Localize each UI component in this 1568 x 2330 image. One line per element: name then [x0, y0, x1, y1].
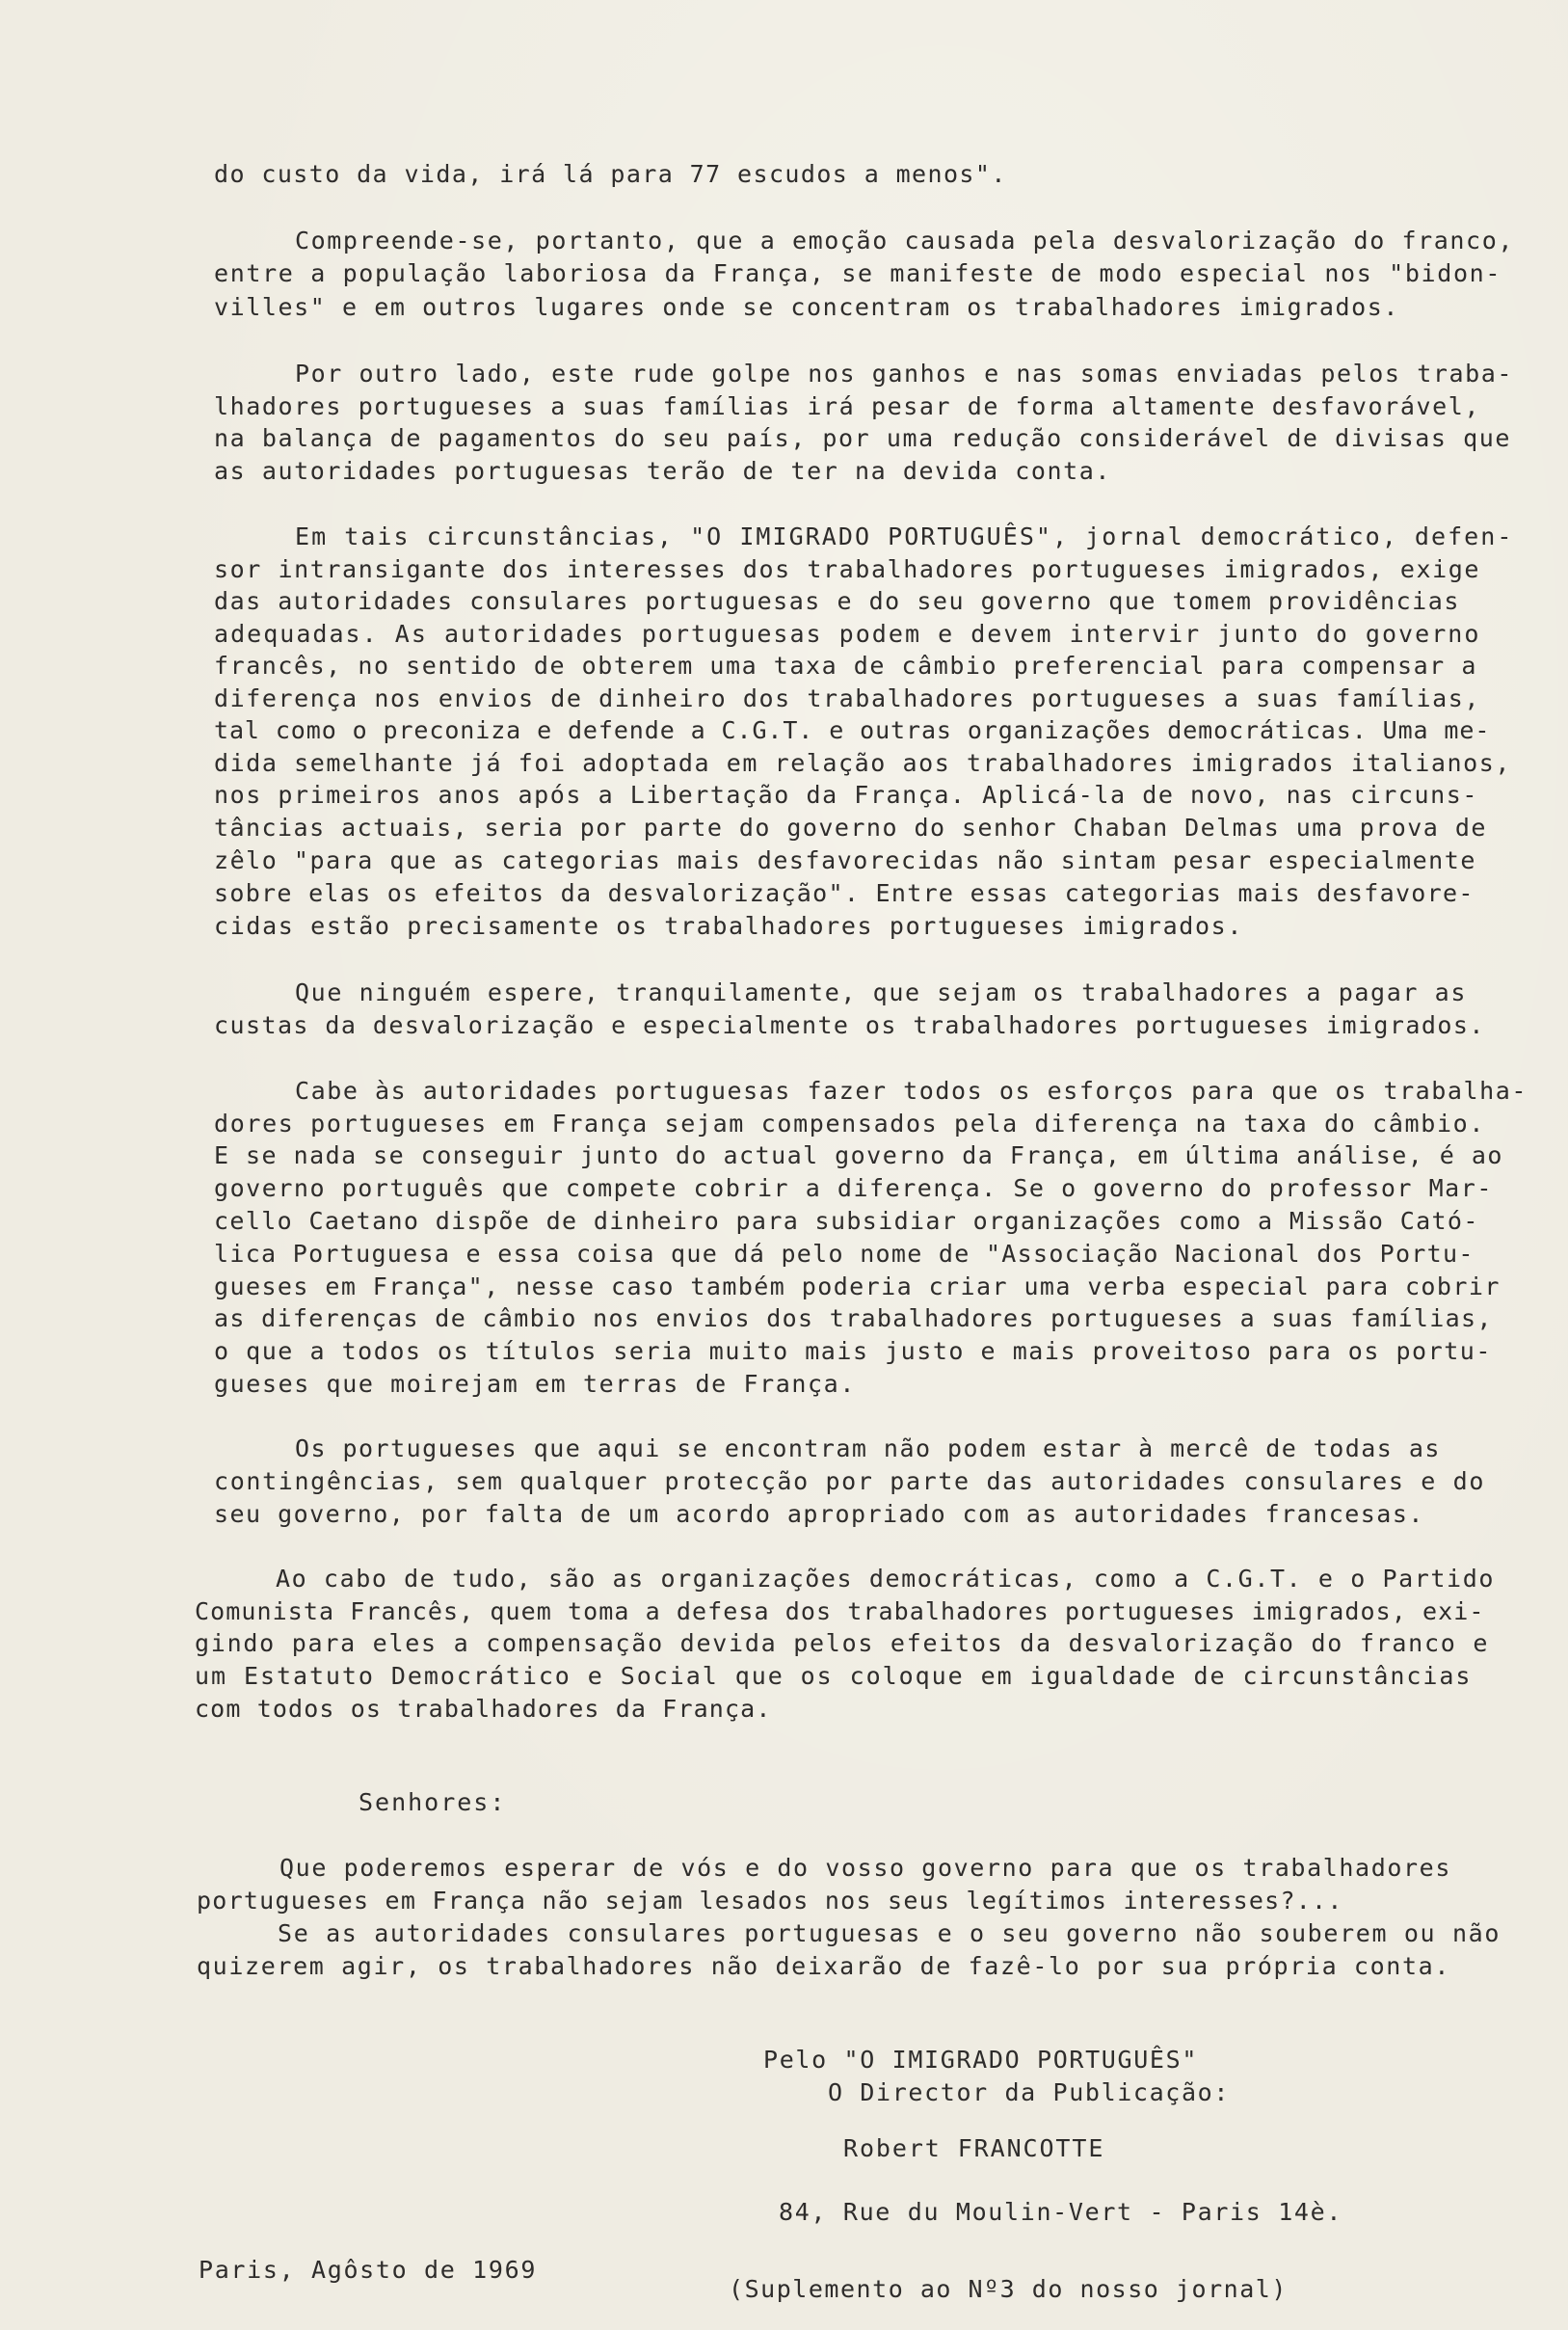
text-line: E se nada se conseguir junto do actual governo da França, em última análise, é ao [214, 1141, 1503, 1169]
text-line: as diferenças de câmbio nos envios dos trabalhadores portugueses a suas famílias, [214, 1304, 1493, 1332]
text-line: Por outro lado, este rude golpe nos ganhos e nas somas enviadas pelos traba- [295, 360, 1513, 388]
text-line: com todos os trabalhadores da França. [195, 1695, 772, 1723]
signature-role: O Director da Publicação: [828, 2078, 1231, 2106]
text-line: lhadores portugueses a suas famílias irá pesar de forma altamente desfavorável, [214, 392, 1480, 420]
text-line: dores portugueses em França sejam compensados pela diferença na taxa do câmbio. [214, 1110, 1486, 1138]
text-line: Ao cabo de tudo, são as organizações democráticas, como a C.G.T. e o Partido [276, 1565, 1495, 1593]
text-line: zêlo "para que as categorias mais desfavorecidas não sintam pesar especialmente [214, 846, 1476, 874]
text-line: diferença nos envios de dinheiro dos trabalhadores portugueses a suas famílias, [214, 684, 1480, 712]
text-line: Comunista Francês, quem toma a defesa dos trabalhadores portugueses imigrados, exi- [195, 1597, 1485, 1625]
supplement-note: (Suplemento ao Nº3 do nosso jornal) [729, 2275, 1288, 2303]
text-line: custas da desvalorização e especialmente os trabalhadores portugueses imigrados. [214, 1011, 1485, 1039]
text-line: Os portugueses que aqui se encontram não podem estar à mercê de todas as [295, 1434, 1441, 1462]
text-line: Se as autoridades consulares portuguesas e o seu governo não souberem ou não [278, 1919, 1502, 1947]
text-line: tâncias actuais, seria por parte do governo do senhor Chaban Delmas uma prova de [214, 814, 1487, 842]
text-line: Que ninguém espere, tranquilamente, que sejam os trabalhadores a pagar as [295, 978, 1468, 1006]
text-line: das autoridades consulares portuguesas e do seu governo que tomem providências [214, 587, 1460, 615]
text-line: Em tais circunstâncias, "O IMIGRADO PORTUGUÊS", jornal democrático, defen- [295, 522, 1514, 550]
text-line: Que poderemos esperar de vós e do vosso governo para que os trabalhadores [279, 1854, 1452, 1882]
text-line: gueses que moirejam em terras de França. [214, 1370, 856, 1398]
text-line: seu governo, por falta de um acordo apropriado com as autoridades francesas. [214, 1500, 1424, 1528]
text-line: gueses em França", nesse caso também poderia criar uma verba especial para cobrir [214, 1272, 1501, 1300]
text-line: cello Caetano dispõe de dinheiro para subsidiar organizações como a Missão Cató- [214, 1207, 1479, 1235]
text-line: villes" e em outros lugares onde se concentram os trabalhadores imigrados. [214, 293, 1399, 321]
text-line: as autoridades portuguesas terão de ter na devida conta. [214, 457, 1111, 485]
text-line: governo português que compete cobrir a diferença. Se o governo do professor Mar- [214, 1174, 1493, 1202]
salutation: Senhores: [359, 1788, 507, 1816]
text-line: lica Portuguesa e essa coisa que dá pelo nome de "Associação Nacional dos Portu- [214, 1240, 1475, 1268]
text-line: Cabe às autoridades portuguesas fazer todos os esforços para que os trabalha- [295, 1077, 1528, 1105]
text-line: sor intransigante dos interesses dos trabalhadores portugueses imigrados, exige [214, 555, 1480, 583]
text-line: francês, no sentido de obterem uma taxa de câmbio preferencial para compensar a [214, 652, 1477, 680]
text-line: um Estatuto Democrático e Social que os coloque em igualdade de circunstâncias [195, 1662, 1473, 1690]
text-line: nos primeiros anos após a Libertação da França. Aplicá-la de novo, nas circuns- [214, 781, 1478, 809]
text-line: Compreende-se, portanto, que a emoção causada pela desvalorização do franco, [295, 227, 1514, 254]
text-line: contingências, sem qualquer protecção por parte das autoridades consulares e do [214, 1467, 1486, 1495]
text-line: dida semelhante já foi adoptada em relação aos trabalhadores imigrados italianos, [214, 749, 1511, 777]
text-line: cidas estão precisamente os trabalhadores portugueses imigrados. [214, 912, 1244, 940]
signature-address: 84, Rue du Moulin-Vert - Paris 14è. [779, 2198, 1343, 2226]
signature-publication: Pelo "O IMIGRADO PORTUGUÊS" [763, 2046, 1199, 2074]
text-line: do custo da vida, irá lá para 77 escudos a menos". [214, 160, 1007, 188]
text-line: na balança de pagamentos do seu país, por uma redução considerável de divisas que [214, 424, 1511, 452]
document-date: Paris, Agôsto de 1969 [199, 2256, 538, 2284]
text-line: adequadas. As autoridades portuguesas podem e devem intervir junto do governo [214, 620, 1481, 648]
text-line: sobre elas os efeitos da desvalorização". Entre essas categorias mais desfavore- [214, 879, 1475, 907]
text-line: quizerem agir, os trabalhadores não deixarão de fazê-lo por sua própria conta. [197, 1952, 1451, 1980]
text-line: portugueses em França não sejam lesados nos seus legítimos interesses?... [197, 1887, 1343, 1915]
text-line: tal como o preconiza e defende a C.G.T. e outras organizações democráticas. Uma me- [214, 716, 1491, 744]
text-line: entre a população laboriosa da França, se manifeste de modo especial nos "bidon- [214, 259, 1502, 287]
text-line: gindo para eles a compensação devida pelos efeitos da desvalorização do franco e [195, 1629, 1490, 1657]
signature-name: Robert FRANCOTTE [843, 2134, 1105, 2162]
text-line: o que a todos os títulos seria muito mais justo e mais proveitoso para os portu- [214, 1337, 1492, 1365]
